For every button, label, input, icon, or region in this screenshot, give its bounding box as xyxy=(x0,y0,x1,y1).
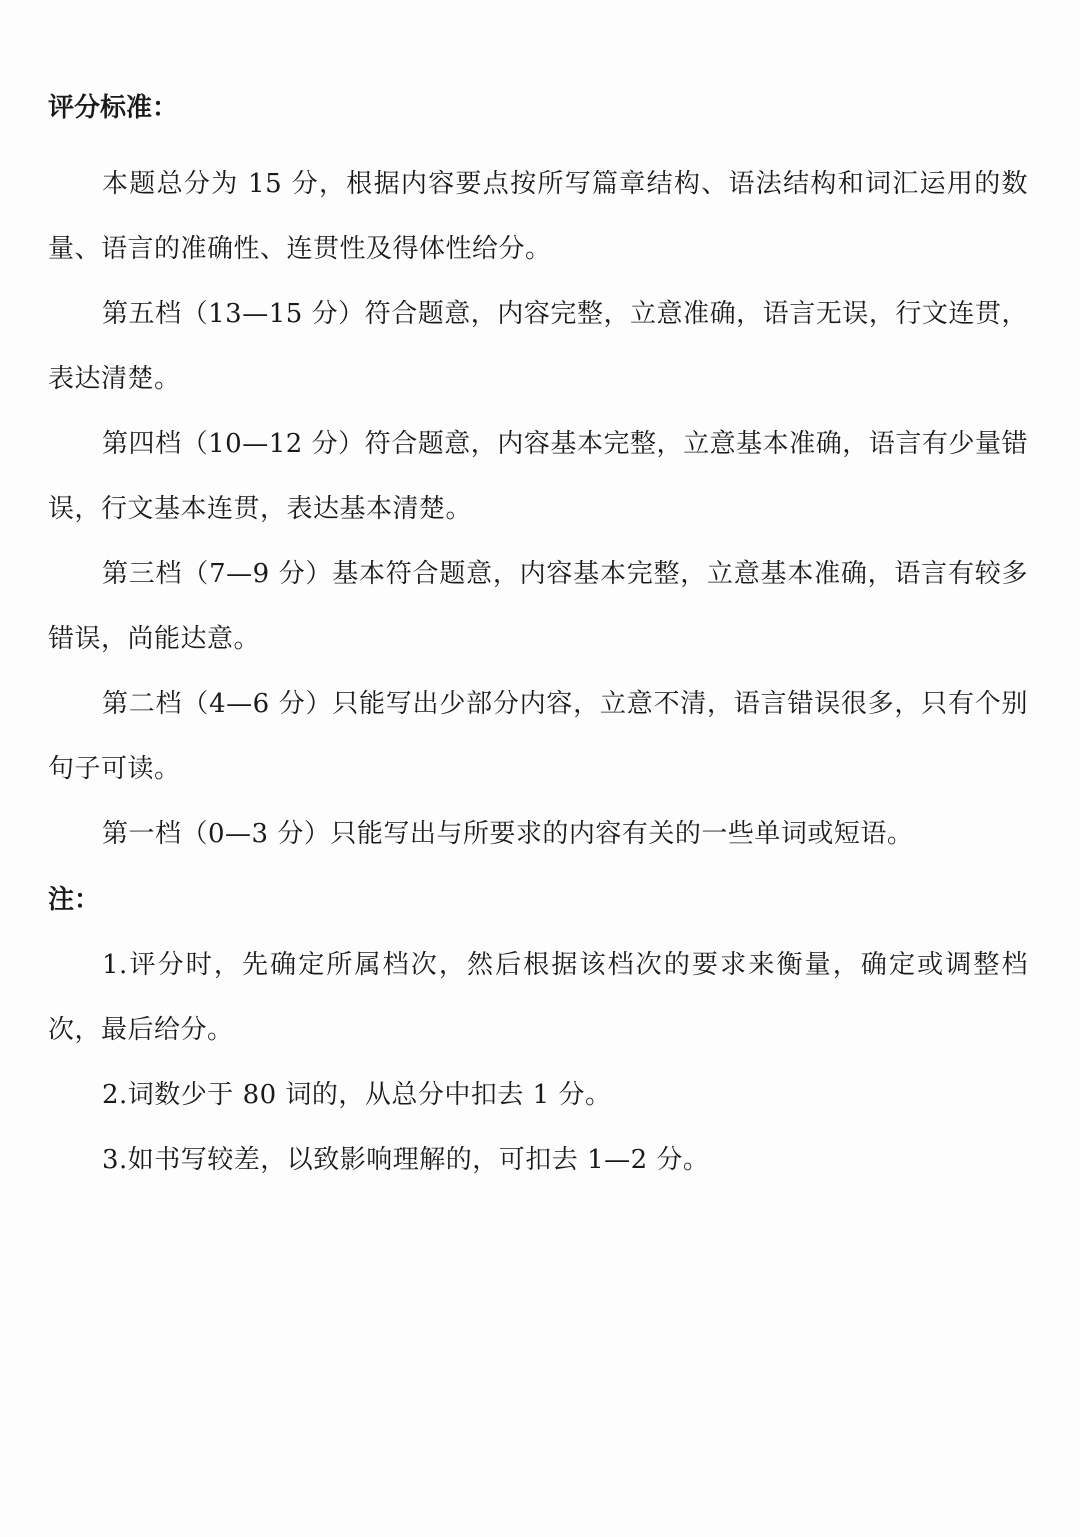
level-5-paragraph: 第五档（13—15 分）符合题意，内容完整，立意准确，语言无误，行文连贯，表达清楚。 xyxy=(48,299,1028,394)
level-3-paragraph: 第三档（7—9 分）基本符合题意，内容基本完整，立意基本准确，语言有较多错误，尚能达意。 xyxy=(48,559,1028,654)
note-3-paragraph: 3.如书写较差，以致影响理解的，可扣去 1—2 分。 xyxy=(102,1145,710,1175)
note-2-paragraph: 2.词数少于 80 词的，从总分中扣去 1 分。 xyxy=(102,1080,612,1110)
note-1-paragraph: 1.评分时，先确定所属档次，然后根据该档次的要求来衡量，确定或调整档次，最后给分。 xyxy=(48,950,1028,1045)
level-2-paragraph: 第二档（4—6 分）只能写出少部分内容，立意不清，语言错误很多，只有个别句子可读。 xyxy=(48,689,1028,784)
level-4-paragraph: 第四档（10—12 分）符合题意，内容基本完整，立意基本准确，语言有少量错误，行文基本连贯，表达基本清楚。 xyxy=(48,429,1028,524)
document-content xyxy=(48,86,1028,1193)
level-1-paragraph: 第一档（0—3 分）只能写出与所要求的内容有关的一些单词或短语。 xyxy=(102,819,914,849)
scoring-heading: 评分标准： xyxy=(48,93,179,123)
intro-paragraph: 本题总分为 15 分，根据内容要点按所写篇章结构、语法结构和词汇运用的数量、语言的准确性、连贯性及得体性给分。 xyxy=(48,169,1028,264)
note-heading: 注： xyxy=(48,885,101,915)
